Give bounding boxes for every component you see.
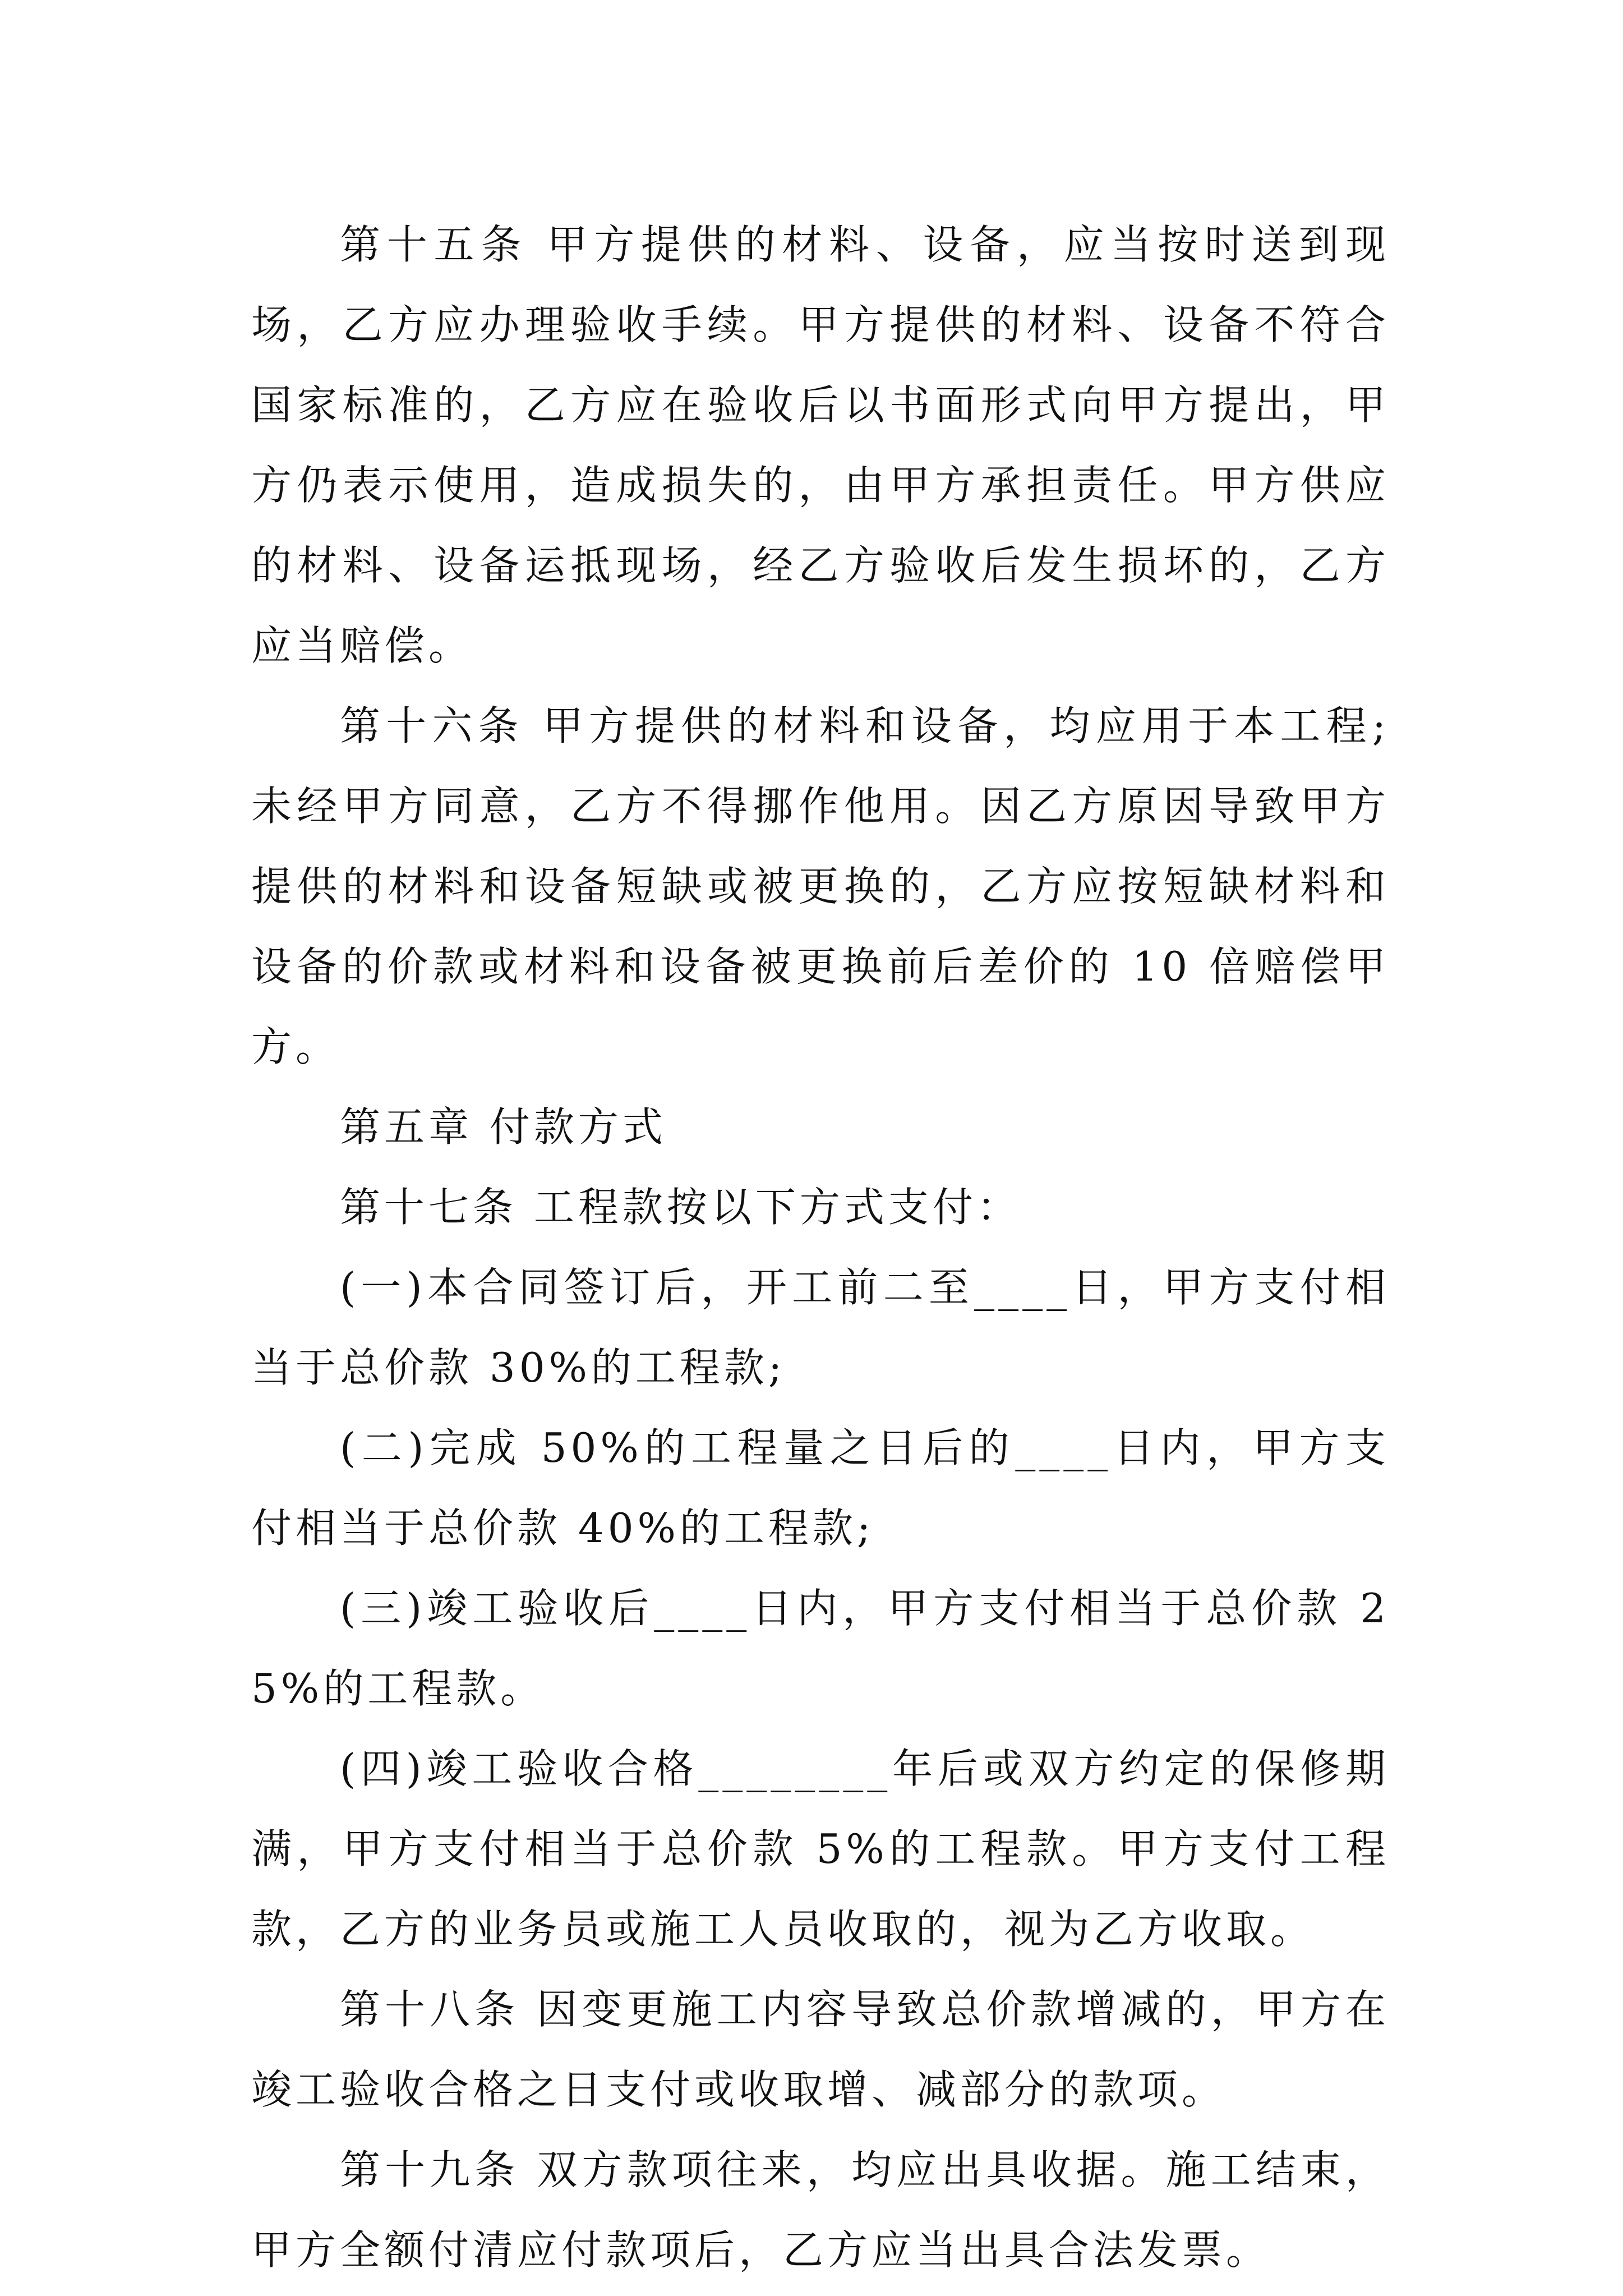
- chapter-5-heading: 第五章 付款方式: [340, 1103, 667, 1151]
- article-18-paragraph: 第十八条 因变更施工内容导致总价款增减的，甲方在竣工验收合格之日支付或收取增、减部分的款项。: [251, 1986, 1390, 2113]
- payment-item-2: (二)完成 50%的工程量之日后的____日内，甲方支付相当于总价款 40%的工程款;: [251, 1424, 1390, 1552]
- payment-item-4: (四)竣工验收合格________年后或双方约定的保修期满，甲方支付相当于总价款 5%的工程款。甲方支付工程款，乙方的业务员或施工人员收取的，视为乙方收取。: [251, 1745, 1390, 1953]
- article-16-paragraph: 第十六条 甲方提供的材料和设备，均应用于本工程;未经甲方同意，乙方不得挪作他用。因乙方原因导致甲方提供的材料和设备短缺或被更换的，乙方应按短缺材料和设备的价款或材料和设备被更换前后差价的 10 倍赔偿甲方。: [251, 702, 1390, 1070]
- article-17-paragraph: 第十七条 工程款按以下方式支付：: [340, 1184, 1021, 1231]
- article-19-paragraph: 第十九条 双方款项往来，均应出具收据。施工结束，甲方全额付清应付款项后，乙方应当出具合法发票。: [251, 2146, 1390, 2274]
- article-15-paragraph: 第十五条 甲方提供的材料、设备，应当按时送到现场，乙方应办理验收手续。甲方提供的材料、设备不符合国家标准的，乙方应在验收后以书面形式向甲方提出，甲方仍表示使用，造成损失的，由甲方承担责任。甲方供应的材料、设备运抵现场，经乙方验收后发生损坏的，乙方应当赔偿。: [251, 221, 1390, 669]
- payment-item-1: (一)本合同签订后，开工前二至____日，甲方支付相当于总价款 30%的工程款;: [251, 1264, 1390, 1391]
- payment-item-3: (三)竣工验收后____日内，甲方支付相当于总价款 25%的工程款。: [251, 1585, 1390, 1712]
- document-body: [251, 205, 1390, 2290]
